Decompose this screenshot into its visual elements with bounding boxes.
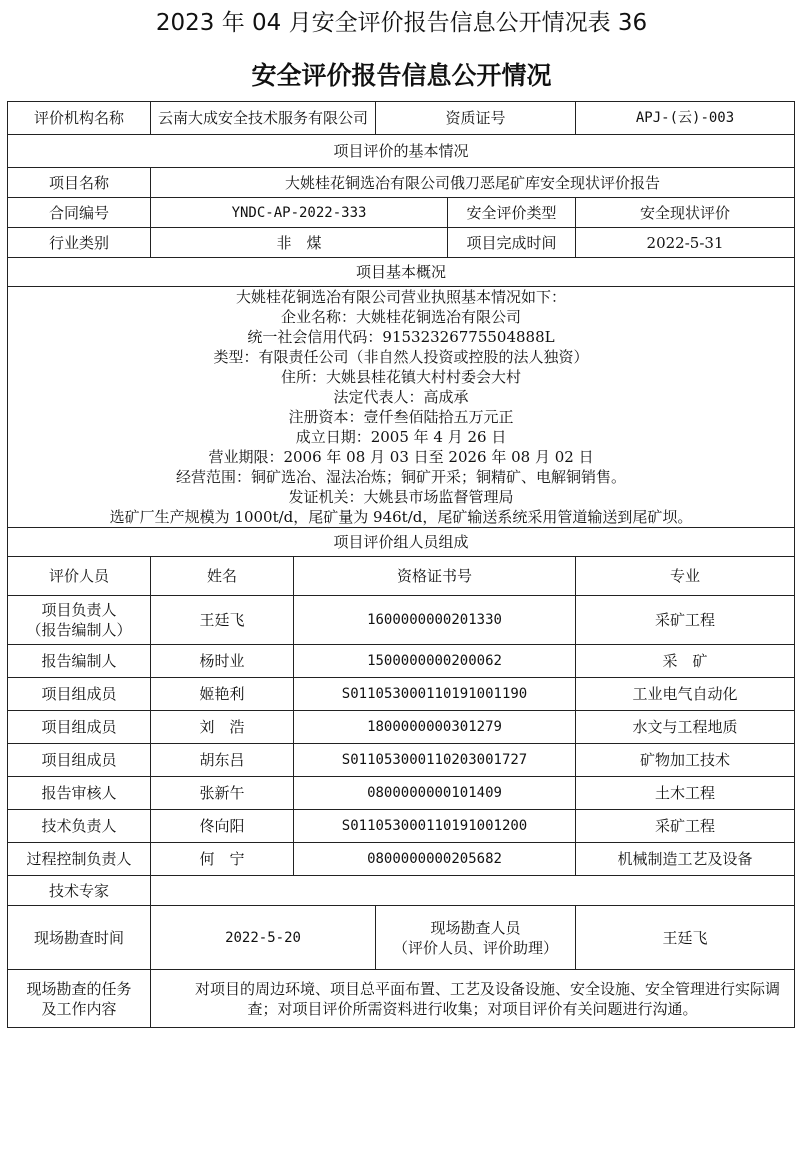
completion-label: 项目完成时间	[448, 228, 576, 258]
team-header-name: 姓名	[151, 557, 294, 596]
project-name-row	[8, 168, 795, 198]
overview-line: 经营范围：铜矿选冶、湿法冶炼；铜矿开采；铜精矿、电解铜销售。	[176, 468, 627, 486]
team-row	[8, 810, 795, 843]
org-label: 评价机构名称	[8, 102, 151, 135]
cert-label: 资质证号	[376, 102, 576, 135]
team-header-row	[8, 557, 795, 596]
team-row	[8, 711, 795, 744]
basic-section-title: 项目评价的基本情况	[8, 135, 795, 168]
overview-text	[8, 287, 795, 528]
site-task-row	[8, 970, 795, 1028]
overview-line: 营业期限：2006 年 08 月 03 日至 2026 年 08 月 02 日	[208, 448, 594, 466]
site-task-label: 现场勘查的任务 及工作内容	[8, 970, 151, 1028]
team-major: 矿物加工技术	[576, 744, 795, 777]
team-cert: S011053000110191001200	[294, 810, 576, 843]
org-value: 云南大成安全技术服务有限公司	[151, 102, 376, 135]
team-cert: 0800000000205682	[294, 843, 576, 876]
contract-value: YNDC-AP-2022-333	[151, 198, 448, 228]
team-cert: 1800000000301279	[294, 711, 576, 744]
team-section-row	[8, 528, 795, 557]
expert-label: 技术专家	[8, 876, 151, 906]
team-header-major: 专业	[576, 557, 795, 596]
team-row	[8, 645, 795, 678]
team-name: 杨时业	[151, 645, 294, 678]
team-cert: 1500000000200062	[294, 645, 576, 678]
overview-section-row	[8, 258, 795, 287]
team-row	[8, 596, 795, 645]
overview-line: 住所：大姚县桂花镇大村村委会大村	[281, 368, 522, 386]
team-role: 报告审核人	[8, 777, 151, 810]
team-cert: S011053000110203001727	[294, 744, 576, 777]
overview-line: 选矿厂生产规模为 1000t/d，尾矿量为 946t/d，尾矿输送系统采用管道输送到尾矿坝。	[109, 508, 693, 526]
team-name: 何 宁	[151, 843, 294, 876]
team-name: 刘 浩	[151, 711, 294, 744]
page-subtitle: 安全评价报告信息公开情况	[251, 61, 552, 90]
site-staff-label: 现场勘查人员 （评价人员、评价助理）	[376, 906, 576, 970]
team-major: 水文与工程地质	[576, 711, 795, 744]
team-header-role: 评价人员	[8, 557, 151, 596]
overview-line: 统一社会信用代码：91532326775504888L	[247, 328, 555, 346]
site-staff-value: 王廷飞	[576, 906, 795, 970]
team-name: 张新午	[151, 777, 294, 810]
site-time-label: 现场勘查时间	[8, 906, 151, 970]
team-role: 项目负责人 （报告编制人）	[8, 596, 151, 645]
disclosure-table	[7, 101, 795, 1028]
overview-line: 大姚桂花铜选冶有限公司营业执照基本情况如下：	[236, 288, 567, 306]
overview-line: 类型：有限责任公司（非自然人投资或控股的法人独资）	[213, 348, 589, 366]
team-cert: 1600000000201330	[294, 596, 576, 645]
team-row	[8, 744, 795, 777]
industry-value: 非 煤	[151, 228, 448, 258]
team-cert: 0800000000101409	[294, 777, 576, 810]
team-row	[8, 678, 795, 711]
overview-line: 发证机关：大姚县市场监督管理局	[288, 488, 514, 506]
team-major: 土木工程	[576, 777, 795, 810]
overview-line: 成立日期：2005 年 4 月 26 日	[295, 428, 507, 446]
team-header-cert: 资格证书号	[294, 557, 576, 596]
team-role: 技术负责人	[8, 810, 151, 843]
basic-section-row	[8, 135, 795, 168]
team-role: 报告编制人	[8, 645, 151, 678]
overview-row	[8, 287, 795, 528]
team-major: 机械制造工艺及设备	[576, 843, 795, 876]
team-role: 项目组成员	[8, 744, 151, 777]
contract-label: 合同编号	[8, 198, 151, 228]
site-time-row	[8, 906, 795, 970]
project-name-label: 项目名称	[8, 168, 151, 198]
team-name: 胡东吕	[151, 744, 294, 777]
expert-value	[151, 876, 795, 906]
team-major: 工业电气自动化	[576, 678, 795, 711]
team-role: 项目组成员	[8, 678, 151, 711]
industry-label: 行业类别	[8, 228, 151, 258]
team-major: 采矿工程	[576, 596, 795, 645]
eval-type-label: 安全评价类型	[448, 198, 576, 228]
overview-line: 企业名称：大姚桂花铜选冶有限公司	[281, 308, 522, 326]
team-row	[8, 777, 795, 810]
team-major: 采 矿	[576, 645, 795, 678]
site-time-value: 2022-5-20	[151, 906, 376, 970]
site-task-text: 对项目的周边环境、项目总平面布置、工艺及设备设施、安全设施、安全管理进行实际调查；对项目评价所需资料进行收集；对项目评价有关问题进行沟通。	[151, 970, 795, 1028]
overview-section-title: 项目基本概况	[8, 258, 795, 287]
overview-line: 法定代表人：高成承	[333, 388, 469, 406]
project-name-value: 大姚桂花铜选冶有限公司俄刀恶尾矿库安全现状评价报告	[151, 168, 795, 198]
eval-type-value: 安全现状评价	[576, 198, 795, 228]
team-name: 佟向阳	[151, 810, 294, 843]
team-name: 姬艳利	[151, 678, 294, 711]
contract-row	[8, 198, 795, 228]
org-row	[8, 102, 795, 135]
team-role: 过程控制负责人	[8, 843, 151, 876]
team-major: 采矿工程	[576, 810, 795, 843]
team-role: 项目组成员	[8, 711, 151, 744]
expert-row	[8, 876, 795, 906]
team-name: 王廷飞	[151, 596, 294, 645]
cert-value: APJ-(云)-003	[576, 102, 795, 135]
team-row	[8, 843, 795, 876]
page-title: 2023 年 04 月安全评价报告信息公开情况表 36	[155, 10, 648, 36]
industry-row	[8, 228, 795, 258]
team-cert: S011053000110191001190	[294, 678, 576, 711]
overview-line: 注册资本：壹仟叁佰陆拾五万元正	[288, 408, 514, 426]
completion-value: 2022-5-31	[576, 228, 795, 258]
team-section-title: 项目评价组人员组成	[8, 528, 795, 557]
